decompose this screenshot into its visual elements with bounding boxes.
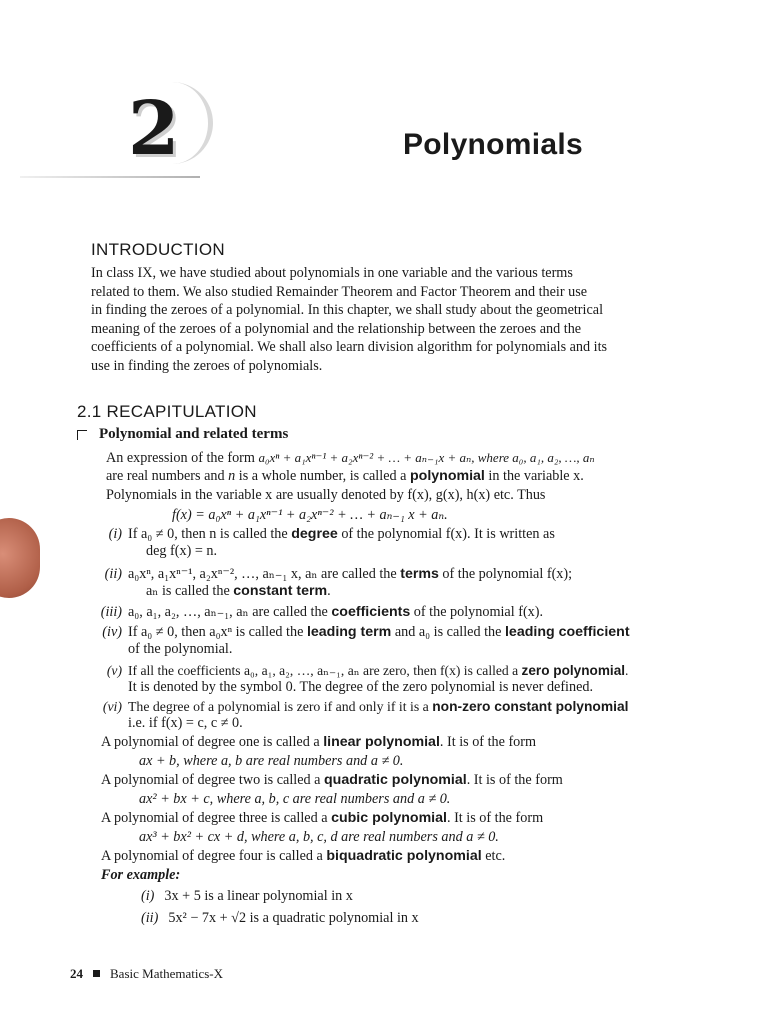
intro-line: coefficients of a polynomial. We shall also learn division algorithm for polynomials and its — [91, 339, 608, 355]
def2-post: in the variable x. — [484, 468, 584, 484]
item-text: of the polynomial f(x). — [410, 604, 544, 620]
item-text: aₙ is called the — [146, 583, 234, 599]
example-item — [101, 885, 761, 907]
example-item — [101, 907, 761, 929]
intro-line: in finding the zeroes of a polynomial. In this chapter, we shall study about the geometrical — [91, 302, 604, 318]
item-label: (iv) — [102, 624, 122, 640]
type-text: A polynomial of degree one is called a — [101, 734, 324, 750]
book-title: Basic Mathematics-X — [110, 966, 223, 981]
type-text: . It is of the form — [439, 734, 537, 750]
chapter-title: Polynomials — [403, 128, 584, 161]
type-text: A polynomial of degree three is called a — [101, 810, 332, 826]
def2-n: n — [228, 468, 236, 484]
example-label: (i) — [141, 888, 155, 904]
subheading-text: Polynomial and related terms — [99, 426, 289, 442]
list-item — [86, 566, 756, 583]
item-label: (v) — [106, 663, 122, 678]
def-expression: a₀xⁿ + a₁xⁿ⁻¹ + a₂xⁿ⁻² + … + aₙ₋₁x + aₙ, where a₀, a₁, a₂, …, aₙ — [258, 450, 595, 465]
item-label: (vi) — [102, 699, 122, 714]
item-bold: terms — [400, 566, 439, 582]
type-line — [101, 733, 761, 752]
example-label: (ii) — [141, 910, 159, 926]
item-text: If a₀ ≠ 0, then a₀xⁿ is called the — [128, 624, 307, 640]
def2-mid: is a whole number, is called a — [235, 468, 410, 484]
list-item — [86, 624, 756, 641]
type-text: A polynomial of degree four is called a — [101, 848, 327, 864]
list-item-cont: deg f(x) = n. — [146, 543, 218, 559]
list-item — [86, 526, 756, 543]
type-bold: cubic polynomial — [331, 810, 447, 826]
type-bold: quadratic polynomial — [324, 772, 467, 788]
polynomial-types — [101, 733, 761, 929]
list-item-cont: It is denoted by the symbol 0. The degree of the zero polynomial is never defined. — [128, 679, 594, 695]
introduction-heading: INTRODUCTION — [91, 240, 225, 259]
item-bold: degree — [291, 526, 338, 542]
type-line — [101, 847, 761, 866]
item-text: and a₀ is called the — [391, 624, 505, 640]
type-line — [101, 809, 761, 828]
introduction-paragraph — [91, 264, 759, 375]
item-text: The degree of a polynomial is zero if and only if it is a — [128, 699, 433, 714]
item-bold: zero polynomial — [521, 663, 626, 678]
intro-line: use in finding the zeroes of polynomials. — [91, 357, 323, 374]
intro-line: In class IX, we have studied about polynomials in one variable and the various terms — [91, 265, 573, 281]
item-bold: leading term — [306, 624, 392, 640]
list-item-cont — [86, 583, 756, 600]
intro-line: related to them. We also studied Remainder Theorem and Factor Theorem and their use — [91, 283, 588, 300]
item-text: If all the coefficients a₀, a₁, a₂, …, aₙ₋₁, aₙ are zero, then f(x) is called a — [128, 663, 522, 678]
type-form: ax² + bx + c, where a, b, c are real numbers and a ≠ 0. — [139, 791, 451, 807]
square-bullet-icon — [77, 430, 87, 440]
list-item-cont: of the polynomial. — [128, 641, 233, 657]
def-pre: An expression of the form — [106, 450, 259, 466]
item-label: (i) — [108, 526, 122, 542]
item-bold: coefficients — [331, 604, 411, 620]
type-form: ax + b, where a, b are real numbers and a ≠ 0. — [139, 753, 404, 769]
item-label: (iii) — [100, 604, 122, 620]
item-text: . — [625, 663, 629, 678]
list-item-cont: i.e. if f(x) = c, c ≠ 0. — [128, 715, 243, 731]
item-text: . — [327, 583, 331, 599]
page-number: 24 — [70, 966, 83, 981]
list-item — [86, 699, 756, 715]
example-text: 3x + 5 is a linear polynomial in x — [164, 888, 353, 904]
type-text: etc. — [481, 848, 506, 864]
type-bold: linear polynomial — [323, 734, 440, 750]
chapter-number: 2 — [128, 86, 180, 172]
list-item — [86, 604, 756, 621]
denote-line: Polynomials in the variable x are usually denoted by f(x), g(x), h(x) etc. Thus — [106, 487, 546, 503]
header-rule — [20, 176, 200, 178]
section-heading: 2.1 RECAPITULATION — [77, 402, 257, 421]
item-label: (ii) — [104, 566, 122, 582]
intro-line: meaning of the zeroes of a polynomial and the relationship between the zeroes and the — [91, 320, 582, 337]
def2-pre: are real numbers and — [106, 468, 229, 484]
item-text: If a₀ ≠ 0, then n is called the — [128, 526, 292, 542]
definition-line-1 — [106, 450, 595, 467]
terms-list — [86, 526, 756, 732]
def2-bold: polynomial — [409, 468, 485, 484]
type-text: A polynomial of degree two is called a — [101, 772, 324, 788]
item-text: of the polynomial f(x); — [438, 566, 573, 582]
square-separator-icon — [93, 970, 100, 977]
type-bold: biquadratic polynomial — [326, 848, 482, 864]
for-example-label: For example: — [101, 867, 181, 883]
type-text: . It is of the form — [466, 772, 563, 788]
item-bold: leading coefficient — [504, 624, 630, 640]
item-text: of the polynomial f(x). It is written as — [337, 526, 555, 542]
definition-line-2 — [106, 468, 584, 485]
example-text: 5x² − 7x + √2 is a quadratic polynomial in x — [168, 910, 419, 926]
subheading — [77, 426, 288, 443]
page-footer — [70, 966, 223, 982]
type-form: ax³ + bx² + cx + d, where a, b, c, d are real numbers and a ≠ 0. — [139, 829, 499, 845]
type-text: . It is of the form — [446, 810, 544, 826]
item-text: a₀, a₁, a₂, …, aₙ₋₁, aₙ are called the — [128, 604, 332, 620]
list-item — [86, 663, 756, 679]
type-line — [101, 771, 761, 790]
item-bold: constant term — [233, 583, 328, 599]
item-bold: non-zero constant polynomial — [432, 699, 629, 714]
finger-photo-artifact — [0, 518, 40, 598]
item-text: a₀xⁿ, a₁xⁿ⁻¹, a₂xⁿ⁻², …, aₙ₋₁ x, aₙ are called the — [128, 566, 401, 582]
general-formula: f(x) = a₀xⁿ + a₁xⁿ⁻¹ + a₂xⁿ⁻² + … + aₙ₋₁ x + aₙ. — [172, 507, 448, 523]
